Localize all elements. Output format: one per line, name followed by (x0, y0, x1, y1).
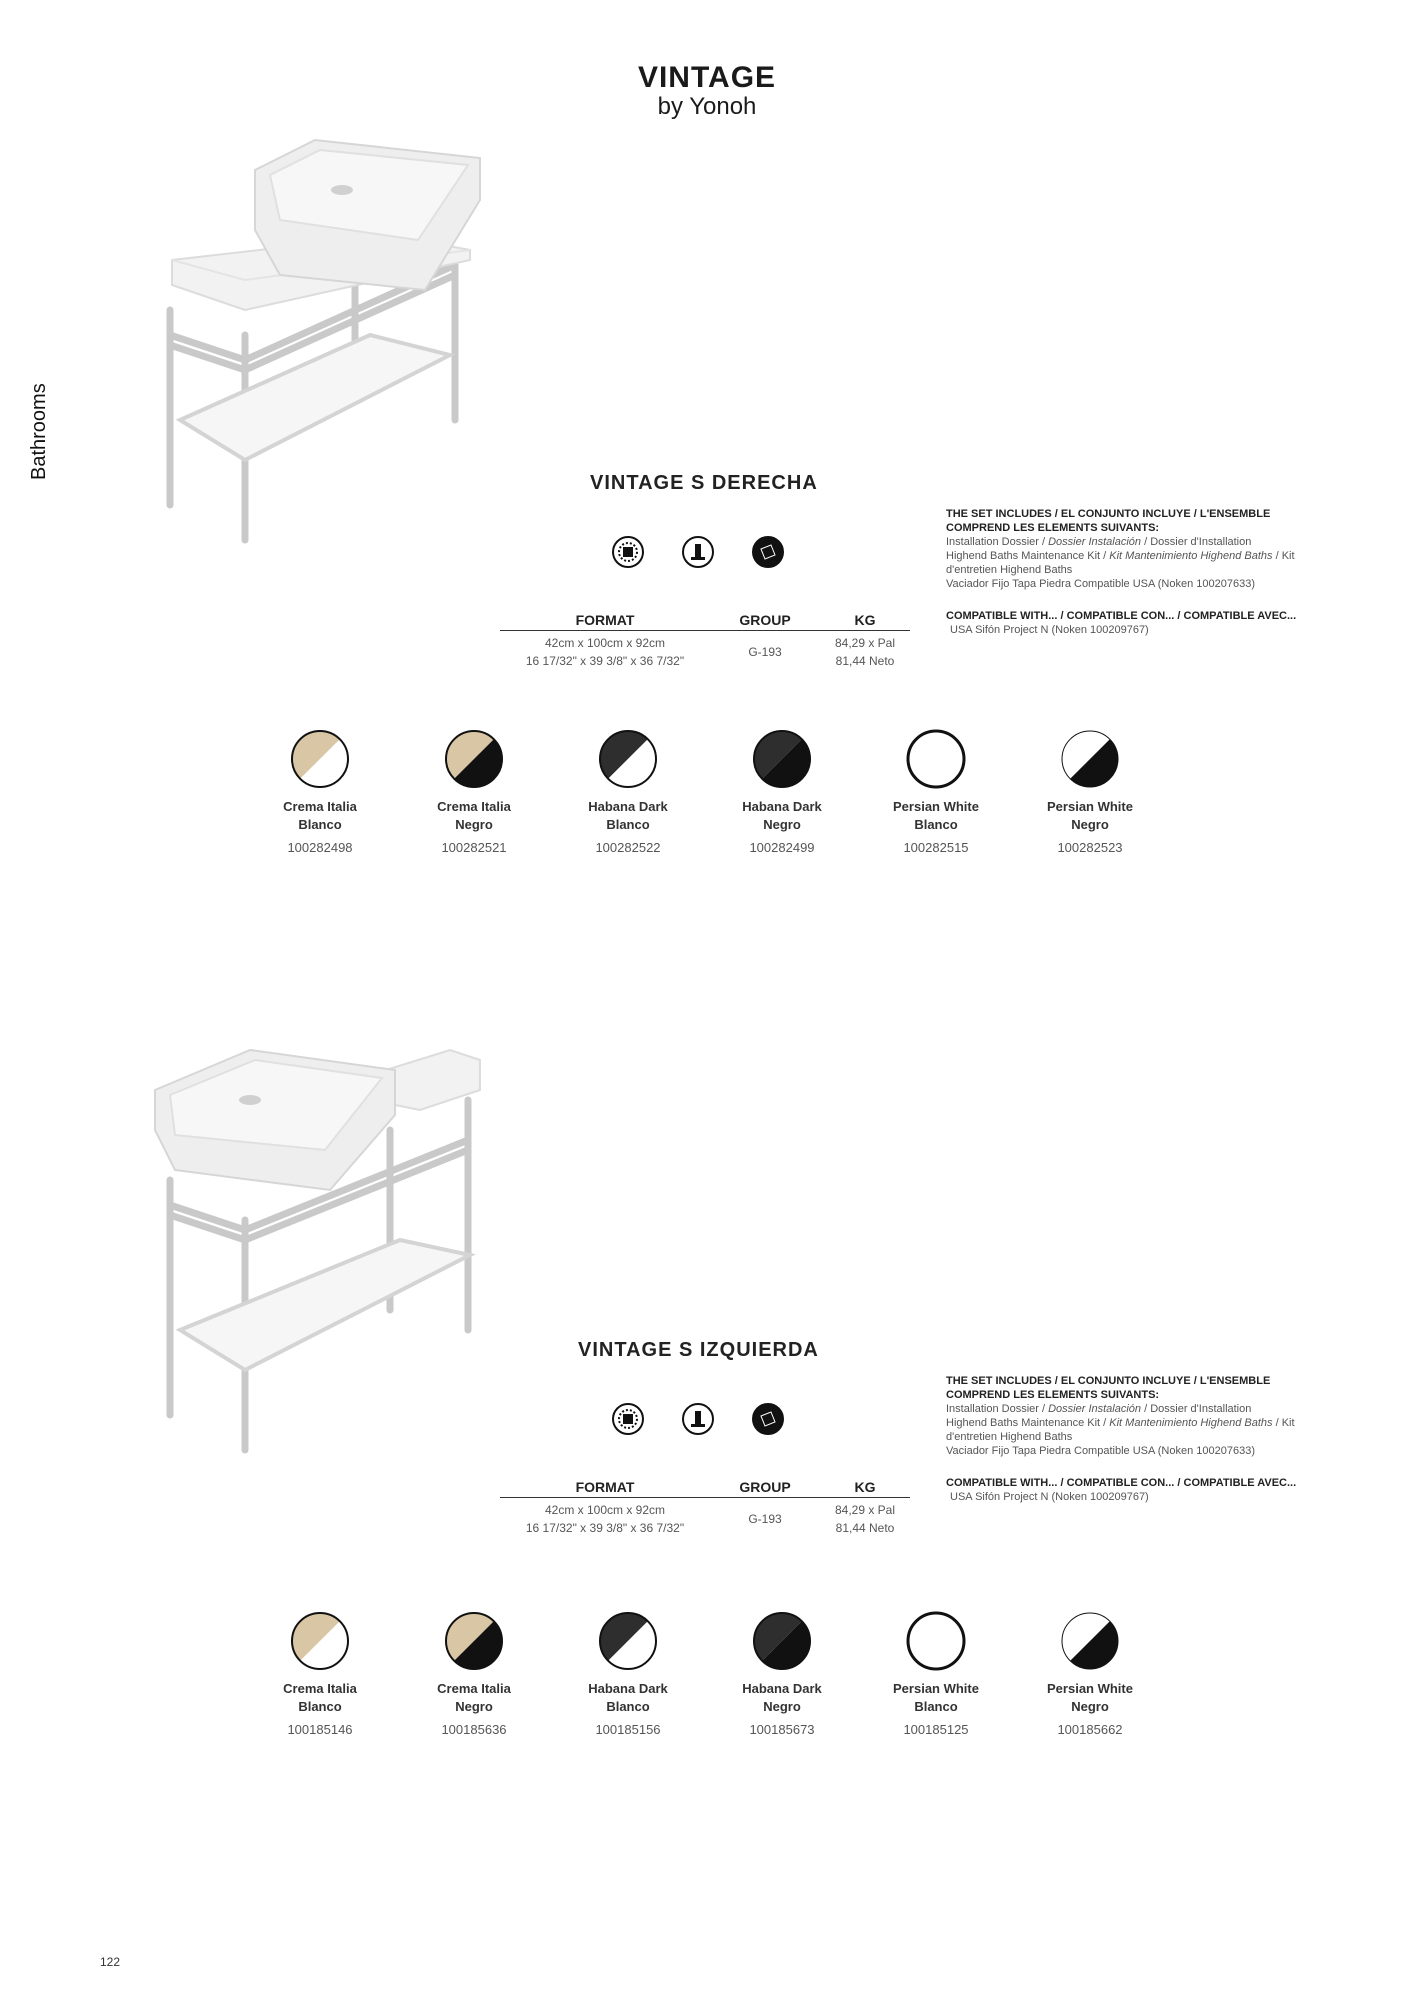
finish-swatches (243, 1610, 1167, 1737)
product-title: VINTAGE S IZQUIERDA (578, 1339, 819, 1361)
finish-swatch: Crema Italia Blanco 100282498 (243, 728, 397, 855)
spec-table (500, 612, 910, 670)
finish-swatch: Habana Dark Negro 100282499 (705, 728, 859, 855)
format-metric: 42cm x 100cm x 92cm (544, 1503, 666, 1517)
finish-swatches (243, 728, 1167, 855)
include-drain: Vaciador Fijo Tapa Piedra Compatible USA (Noken 100207633) (946, 578, 1255, 590)
set-includes-heading: THE SET INCLUDES / EL CONJUNTO INCLUYE / L'ENSEMBLE COMPREND LES ELEMENTS SUIVANTS: (946, 1375, 1271, 1401)
finish-swatch: Habana Dark Blanco 100282522 (551, 728, 705, 855)
format-header: FORMAT (575, 1479, 635, 1495)
kg-neto: 81,44 Neto (835, 654, 895, 668)
group-value: G-193 (748, 645, 782, 659)
stone-cap-drain-icon (752, 536, 784, 568)
finish-swatch: Persian White Negro 100185662 (1013, 1610, 1167, 1737)
kg-pal: 84,29 x Pal (834, 1503, 896, 1517)
compatible-item: USA Sifón Project N (Noken 100209767) (950, 1491, 1149, 1503)
compatible-heading: COMPATIBLE WITH... / COMPATIBLE CON... / COMPATIBLE AVEC... (946, 610, 1297, 622)
washbasin-console-illustration (150, 1030, 510, 1470)
maintenance-kit-icon (682, 536, 714, 568)
spec-table (500, 1479, 910, 1537)
group-value: G-193 (748, 1512, 782, 1526)
finish-swatch: Crema Italia Blanco 100185146 (243, 1610, 397, 1737)
kg-pal: 84,29 x Pal (834, 636, 896, 650)
finish-swatch: Habana Dark Negro 100185673 (705, 1610, 859, 1737)
compatible-heading: COMPATIBLE WITH... / COMPATIBLE CON... / COMPATIBLE AVEC... (946, 1477, 1297, 1489)
maintenance-kit-icon (682, 1403, 714, 1435)
finish-swatch: Persian White Negro 100282523 (1013, 728, 1167, 855)
format-imperial: 16 17/32" x 39 3/8" x 36 7/32" (525, 654, 685, 668)
include-dossier: Installation Dossier / Dossier Instalación / Dossier d'Installation (946, 1403, 1252, 1415)
finish-swatch: Crema Italia Negro 100282521 (397, 728, 551, 855)
format-metric: 42cm x 100cm x 92cm (544, 636, 666, 650)
finish-swatch: Habana Dark Blanco 100185156 (551, 1610, 705, 1737)
washbasin-console-illustration (150, 120, 510, 560)
installation-dossier-icon (612, 1403, 644, 1435)
product-title: VINTAGE S DERECHA (590, 472, 818, 494)
finish-swatch: Crema Italia Negro 100185636 (397, 1610, 551, 1737)
format-imperial: 16 17/32" x 39 3/8" x 36 7/32" (525, 1521, 685, 1535)
set-includes (946, 507, 1326, 637)
include-dossier: Installation Dossier / Dossier Instalación / Dossier d'Installation (946, 536, 1252, 548)
page-number: 122 (100, 1955, 121, 1969)
installation-dossier-icon (612, 536, 644, 568)
collection-subtitle: by Yonoh (657, 93, 757, 120)
finish-swatch: Persian White Blanco 100185125 (859, 1610, 1013, 1737)
include-drain: Vaciador Fijo Tapa Piedra Compatible USA (Noken 100207633) (946, 1445, 1255, 1457)
collection-title: VINTAGE (637, 61, 777, 94)
set-includes-heading: THE SET INCLUDES / EL CONJUNTO INCLUYE / L'ENSEMBLE COMPREND LES ELEMENTS SUIVANTS: (946, 508, 1271, 534)
set-includes (946, 1374, 1326, 1504)
compatible-item: USA Sifón Project N (Noken 100209767) (950, 624, 1149, 636)
group-header: GROUP (739, 1479, 791, 1495)
include-kit: Highend Baths Maintenance Kit / Kit Mantenimiento Highend Baths / Kit d'entretien Highend Baths (946, 1417, 1295, 1443)
format-header: FORMAT (575, 612, 635, 628)
feature-icons (612, 536, 784, 568)
include-kit: Highend Baths Maintenance Kit / Kit Mantenimiento Highend Baths / Kit d'entretien Highend Baths (946, 550, 1295, 576)
kg-header: KG (854, 612, 876, 628)
kg-header: KG (854, 1479, 876, 1495)
group-header: GROUP (739, 612, 791, 628)
page-header (0, 62, 1414, 120)
finish-swatch: Persian White Blanco 100282515 (859, 728, 1013, 855)
stone-cap-drain-icon (752, 1403, 784, 1435)
feature-icons (612, 1403, 784, 1435)
kg-neto: 81,44 Neto (835, 1521, 895, 1535)
